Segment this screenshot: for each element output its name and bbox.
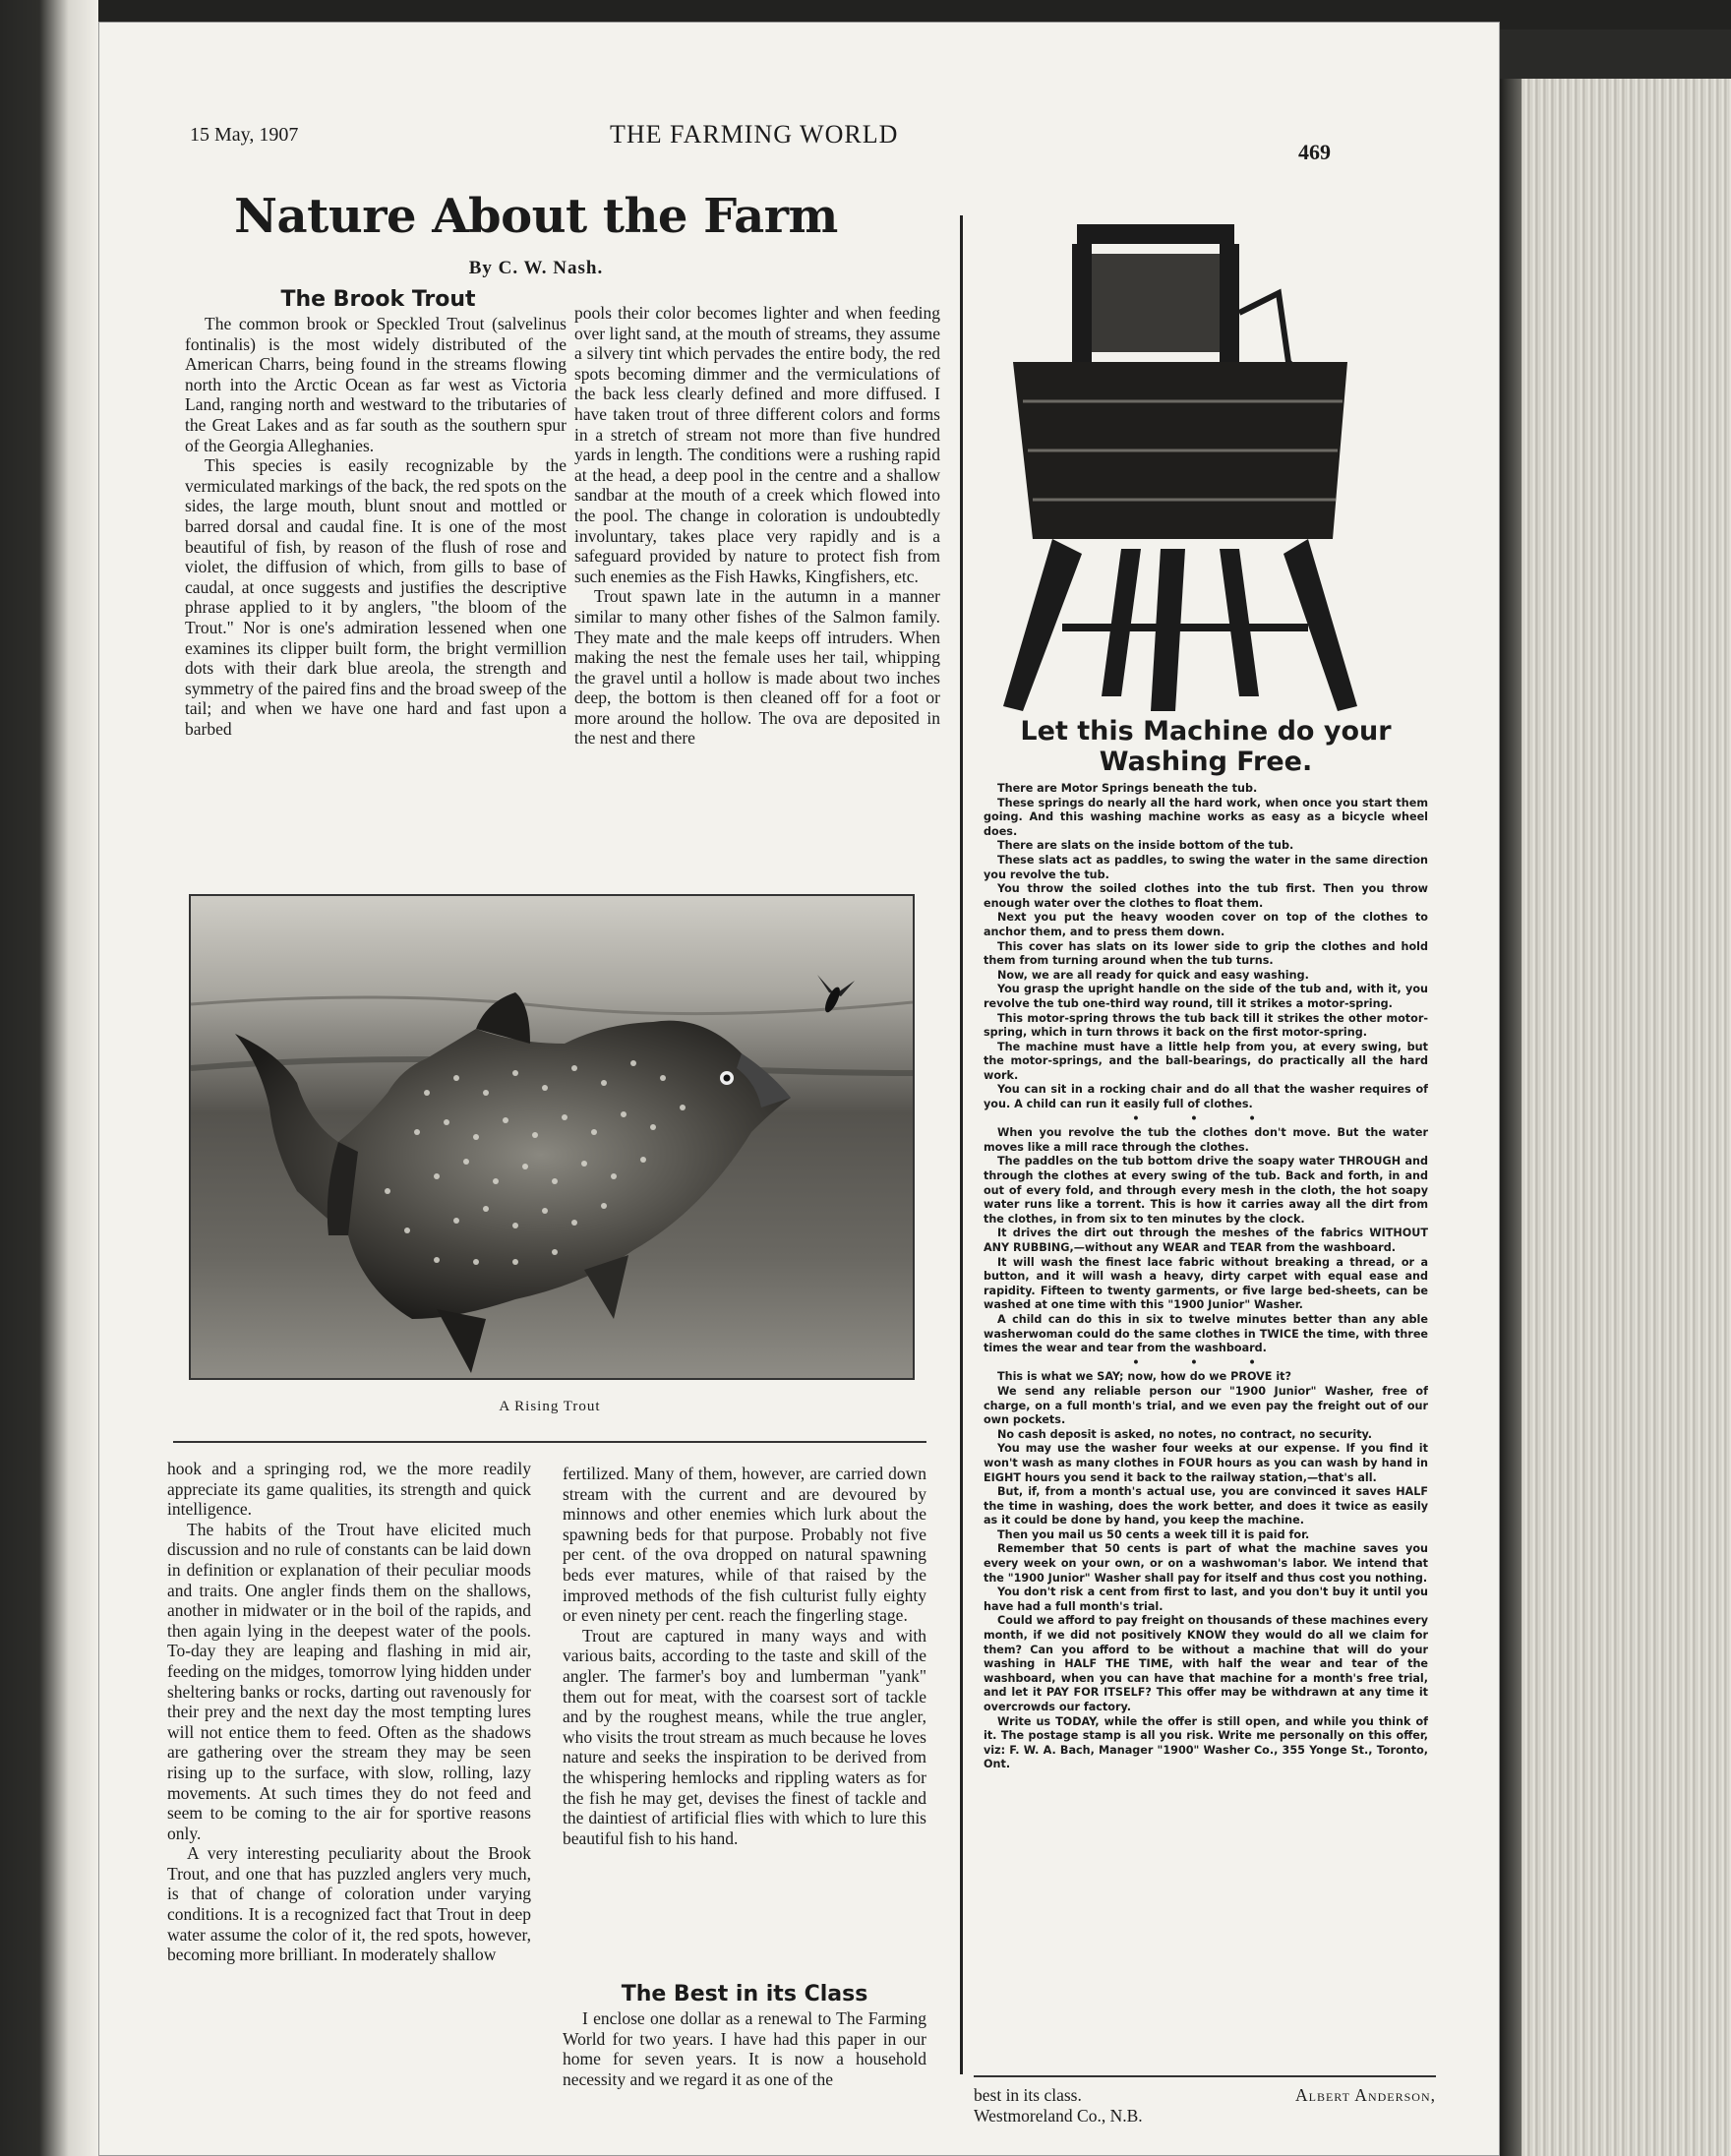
ad-paragraph: Next you put the heavy wooden cover on top of the clothes to anchor them, and to press them down. bbox=[984, 911, 1428, 938]
ad-paragraph: Write us TODAY, while the offer is still open, and while you think of it. The postage stamp is all you risk. Write me personally on this offer, viz: F. W. A. Bach, Manager "1900" Washer Co., 355 Yonge St., Toronto, Ont. bbox=[984, 1714, 1428, 1771]
washing-machine-illustration bbox=[993, 214, 1406, 726]
ad-separator: • • • bbox=[1132, 1355, 1280, 1369]
header-date: 15 May, 1907 bbox=[190, 124, 299, 146]
facing-page-edge bbox=[0, 0, 98, 2156]
column-divider bbox=[960, 215, 963, 2074]
ad-paragraph: This motor-spring throws the tub back till it strikes the other motor-spring, which in turn throws it back on the first motor-spring. bbox=[984, 1011, 1428, 1040]
ad-paragraph: The paddles on the tub bottom drive the soapy water THROUGH and through the clothes at every swing of the tub. Back and forth, in and out of every fold, and through every mesh in the cloth, the hot soapy water runs like a torrent. This is how it carries away all the dirt from the clothes, in from six to ten minutes by the clock. bbox=[984, 1155, 1428, 1226]
ad-paragraph: Remember that 50 cents is part of what the machine saves you every week on your own, or on a washwoman's labor. We intend that the "1900 Junior" Washer shall pay for itself and thus cost you nothing. bbox=[984, 1542, 1428, 1585]
letter-signature: Albert Anderson, bbox=[1294, 2085, 1436, 2105]
paragraph: The common brook or Speckled Trout (salvelinus fontinalis) is the most widely distributed of the American Charrs, being found in the streams flowing north into the Arctic Ocean as far west as Victoria Land, ranging north and westward to the tributaries of the Great Lakes and as far south as the southern spur of the Georgia Alleghanies. bbox=[185, 314, 567, 455]
letter-place: Westmoreland Co., N.B. bbox=[974, 2105, 1143, 2126]
horizontal-rule bbox=[974, 2075, 1436, 2077]
ad-paragraph: You grasp the upright handle on the side of the tub and, with it, you revolve the tub one-third way round, till it strikes a motor-spring. bbox=[984, 983, 1428, 1010]
subhead-best-in-class: The Best in its Class bbox=[621, 1982, 868, 2006]
ad-paragraph: There are Motor Springs beneath the tub. bbox=[997, 782, 1258, 795]
letter-column bbox=[563, 2008, 926, 2107]
subhead-brook-trout: The Brook Trout bbox=[280, 287, 476, 312]
ad-paragraph: This cover has slats on its lower side to grip the clothes and hold them from turning around when the tub turns. bbox=[984, 939, 1428, 968]
ad-paragraph: The machine must have a little help from you, at every swing, but the motor-springs, and the ball-bearings, do practically all the hard work. bbox=[984, 1040, 1428, 1082]
paragraph: fertilized. Many of them, however, are carried down stream with the current and are devoured by minnows and other enemies which lurk about the spawning beds for that purpose. Probably not five per cent. of the ova dropped on natural spawning beds ever matures, while of that raised by the improved methods of the fish culturist fully eighty or even ninety per cent. reach the fingerling stage. bbox=[563, 1464, 926, 1626]
ad-paragraph: This is what we SAY; now, how do we PROVE it? bbox=[997, 1370, 1292, 1384]
article-column-2 bbox=[574, 303, 940, 878]
horizontal-rule bbox=[173, 1441, 926, 1443]
article-column-1 bbox=[185, 314, 567, 874]
ad-paragraph: You may use the washer four weeks at our expense. If you find it won't wash as many clothes in FOUR hours as you can wash by hand in EIGHT hours you send it back to the railway station,—that's all. bbox=[984, 1442, 1428, 1484]
ad-paragraph: There are slats on the inside bottom of the tub. bbox=[997, 839, 1294, 853]
letter-continuation bbox=[974, 2085, 1436, 2126]
paragraph: A very interesting peculiarity about the Brook Trout, and one that has puzzled anglers very much, is that of change of coloration under varying conditions. It is a recognized fact that Trout in deep water assume the color of it, the red spots, however, becoming more brilliant. In moderately shallow bbox=[167, 1843, 531, 1965]
paragraph: hook and a springing rod, we the more readily appreciate its game qualities, its strength and quick intelligence. bbox=[167, 1459, 531, 1520]
ad-body-text bbox=[984, 782, 1428, 1903]
ad-paragraph: Then you mail us 50 cents a week till it is paid for. bbox=[997, 1527, 1310, 1541]
ad-paragraph: You can sit in a rocking chair and do all that the washer requires of you. A child can run it easily full of clothes. bbox=[984, 1083, 1428, 1111]
magazine-page bbox=[98, 22, 1500, 2156]
paragraph: pools their color becomes lighter and when feeding over light sand, at the mouth of streams, they assume a silvery tint which pervades the entire body, the red spots becoming dimmer and the vermiculations of the back less clearly defined and more diffused. I have taken trout of three different colors and forms in a stretch of stream not more than five hundred yards in length. The conditions were a rushing rapid at the head, a deep pool in the centre and a shallow sandbar at the mouth of a creek which flowed into the pool. The change in coloration is undoubtedly involuntary, takes place very rapidly and is a safeguard provided by nature to protect fish from such enemies as the Fish Hawks, Kingfishers, etc. bbox=[574, 303, 940, 586]
article-title: Nature About the Farm bbox=[234, 189, 838, 244]
paragraph: This species is easily recognizable by the vermiculated markings of the back, the red spots on the sides, the large mouth, blunt snout and mottled or barred dorsal and caudal fine. It is one of the most beautiful of fish, by reason of the flush of rose and violet, the diffusion of which, from gills to base of caudal, at once suggests and justifies the descriptive phrase applied to it by anglers, "the bloom of the Trout." Nor is one's admiration lessened when one examines its clipper built form, the bright vermillion dots with their dark blue areola, the strength and symmetry of the paired fins and the broad sweep of the tail; and when we have one hard and fast upon a barbed bbox=[185, 455, 567, 739]
header-publication: THE FARMING WORLD bbox=[610, 120, 899, 149]
ad-paragraph: You don't risk a cent from first to last, and you don't buy it until you have had a full month's trial. bbox=[984, 1586, 1428, 1613]
ad-paragraph: It will wash the finest lace fabric without breaking a thread, or a button, and it will wash a heavy, dirty carpet with equal ease and rapidity. Fifteen to twenty garments, or five large bed-sheets, can be washed at one time with this "1900 Junior" Washer. bbox=[984, 1255, 1428, 1312]
ad-paragraph: It drives the dirt out through the meshes of the fabrics WITHOUT ANY RUBBING,—without any WEAR and TEAR from the washboard. bbox=[984, 1227, 1428, 1254]
ad-headline: Let this Machine do your Washing Free. bbox=[1020, 716, 1392, 777]
ad-paragraph: No cash deposit is asked, no notes, no contract, no security. bbox=[997, 1427, 1373, 1441]
ad-separator: • • • bbox=[1132, 1111, 1280, 1125]
article-column-4 bbox=[563, 1464, 926, 1985]
book-page-stack bbox=[1500, 79, 1731, 2156]
paragraph: The habits of the Trout have elicited much discussion and no rule of constants can be laid down in definition or explanation of their peculiar moods and traits. One angler finds them on the shallows, another in midwater or in the boil of the rapids, and then again lying in the deepest water of the pools. To-day they are leaping and flashing in mid air, feeding on the midges, tomorrow lying hidden under sheltering banks or rocks, darting out ravenously for their prey and the next day the most tempting lures will not entice them to feed. Often as the shadows are gathering over the stream they may be seen rising up to the surface, with slow, rolling, lazy movements. At such times they do not feed and seem to be coming to the air for sportive reasons only. bbox=[167, 1519, 531, 1843]
paragraph: Trout spawn late in the autumn in a manner similar to many other fishes of the Salmon family. They mate and the male keeps off intruders. When making the nest the female uses her tail, whipping the gravel until a hollow is made about two inches deep, the bottom is then cleaned off for a foot or more around the hollow. The ova are deposited in the nest and there bbox=[574, 586, 940, 749]
letter-text: best in its class. bbox=[974, 2085, 1082, 2105]
ad-paragraph: These springs do nearly all the hard work, when once you start them going. And this washing machine works as easy as a bicycle wheel does. bbox=[984, 796, 1428, 838]
ad-paragraph: Could we afford to pay freight on thousands of these machines every month, if we did not positively KNOW they would do all we claim for them? Can you afford to be without a machine that will do your washing in HALF THE TIME, with half the wear and tear of the washboard, when you can have that machine for a month's free trial, and let it PAY FOR ITSELF? This offer may be withdrawn at any time it overcrowds our factory. bbox=[984, 1614, 1428, 1713]
rising-trout-illustration bbox=[189, 894, 915, 1380]
byline: By C. W. Nash. bbox=[468, 258, 604, 278]
paragraph: Trout are captured in many ways and with various baits, according to the taste and skill of the angler. The farmer's boy and lumberman "yank" them out for meat, with the coarsest sort of tackle and by the roughest means, while the true angler, who visits the trout stream as much because he loves nature and seeks the inspiration to be derived from the whispering hemlocks and rippling waters as for the fish he may get, devises the finest of tackle and the daintiest of artificial flies with which to lure this beautiful fish to his hand. bbox=[563, 1625, 926, 1848]
ad-paragraph: Now, we are all ready for quick and easy washing. bbox=[997, 968, 1309, 982]
figure-caption: A Rising Trout bbox=[499, 1399, 601, 1414]
ad-paragraph: A child can do this in six to twelve minutes better than any able washerwoman could do the same clothes in TWICE the time, with three times the wear and tear from the washboard. bbox=[984, 1312, 1428, 1355]
paragraph: I enclose one dollar as a renewal to The Farming World for two years. I have had this paper in our home for seven years. It is now a household necessity and we regard it as one of the bbox=[563, 2008, 926, 2089]
ad-paragraph: You throw the soiled clothes into the tub first. Then you throw enough water over the clothes to float them. bbox=[984, 882, 1428, 910]
page-number: 469 bbox=[1298, 140, 1331, 164]
trout-drawing bbox=[191, 896, 913, 1378]
ad-paragraph: These slats act as paddles, to swing the water in the same direction you revolve the tub. bbox=[984, 853, 1428, 881]
ad-paragraph: When you revolve the tub the clothes don't move. But the water moves like a mill race through the clothes. bbox=[984, 1126, 1428, 1154]
article-column-3 bbox=[167, 1459, 531, 2108]
ad-paragraph: We send any reliable person our "1900 Junior" Washer, free of charge, on a full month's trial, and we even pay the freight out of our own pockets. bbox=[984, 1384, 1428, 1427]
ad-paragraph: But, if, from a month's actual use, you are convinced it saves HALF the time in washing, does the work better, and does it twice as easily as it could be done by hand, you keep the machine. bbox=[984, 1485, 1428, 1527]
